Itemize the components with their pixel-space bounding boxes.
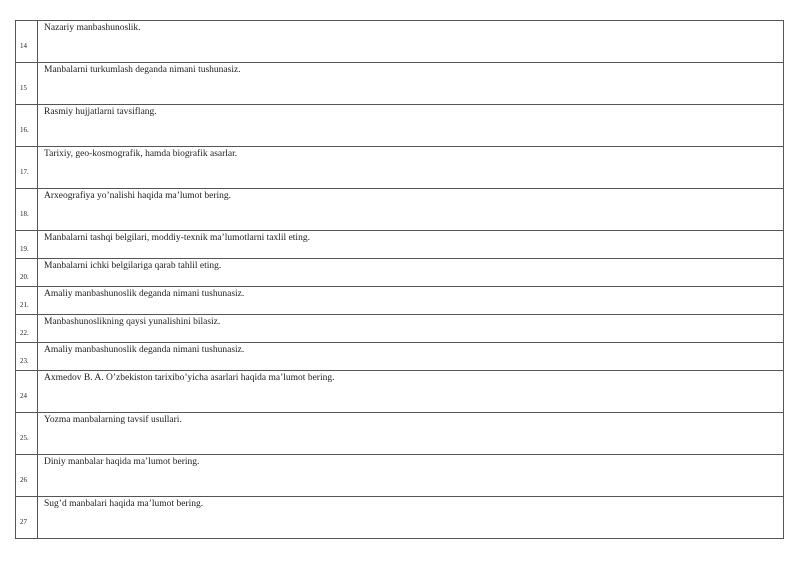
question-text: Manbalarni tashqi belgilari, moddiy-texnik ma’lumotlarni taxlil eting. bbox=[38, 231, 784, 259]
row-number: 14 bbox=[16, 21, 38, 63]
question-text: Axmedov B. A. O’zbekiston tarixibo’yicha asarlari haqida ma’lumot bering. bbox=[38, 371, 784, 413]
question-text: Rasmiy hujjatlarni tavsiflang. bbox=[38, 105, 784, 147]
table-row bbox=[16, 105, 784, 147]
row-number: 20. bbox=[16, 259, 38, 287]
table-row bbox=[16, 315, 784, 343]
table-row bbox=[16, 63, 784, 105]
row-number: 15 bbox=[16, 63, 38, 105]
question-text: Arxeografiya yo’nalishi haqida ma’lumot bering. bbox=[38, 189, 784, 231]
table-row bbox=[16, 147, 784, 189]
question-text: Diniy manbalar haqida ma’lumot bering. bbox=[38, 455, 784, 497]
row-number: 26 bbox=[16, 455, 38, 497]
questions-table bbox=[15, 20, 784, 539]
row-number: 19. bbox=[16, 231, 38, 259]
row-number: 21. bbox=[16, 287, 38, 315]
question-text: Amaliy manbashunoslik deganda nimani tushunasiz. bbox=[38, 287, 784, 315]
question-text: Sug’d manbalari haqida ma’lumot bering. bbox=[38, 497, 784, 539]
table-row bbox=[16, 231, 784, 259]
table-row bbox=[16, 343, 784, 371]
table-row bbox=[16, 287, 784, 315]
row-number: 25. bbox=[16, 413, 38, 455]
row-number: 23. bbox=[16, 343, 38, 371]
table-row bbox=[16, 21, 784, 63]
question-text: Manbalarni ichki belgilariga qarab tahlil eting. bbox=[38, 259, 784, 287]
question-text: Manbashunoslikning qaysi yunalishini bilasiz. bbox=[38, 315, 784, 343]
table-row bbox=[16, 371, 784, 413]
row-number: 24 bbox=[16, 371, 38, 413]
row-number: 17. bbox=[16, 147, 38, 189]
table-row bbox=[16, 189, 784, 231]
table-row bbox=[16, 497, 784, 539]
question-text: Nazariy manbashunoslik. bbox=[38, 21, 784, 63]
question-text: Amaliy manbashunoslik deganda nimani tushunasiz. bbox=[38, 343, 784, 371]
table-row bbox=[16, 259, 784, 287]
row-number: 22. bbox=[16, 315, 38, 343]
table-row bbox=[16, 455, 784, 497]
question-text: Tarixiy, geo-kosmografik, hamda biografik asarlar. bbox=[38, 147, 784, 189]
row-number: 27 bbox=[16, 497, 38, 539]
question-text: Manbalarni turkumlash deganda nimani tushunasiz. bbox=[38, 63, 784, 105]
row-number: 18. bbox=[16, 189, 38, 231]
table-row bbox=[16, 413, 784, 455]
question-text: Yozma manbalarning tavsif usullari. bbox=[38, 413, 784, 455]
row-number: 16. bbox=[16, 105, 38, 147]
